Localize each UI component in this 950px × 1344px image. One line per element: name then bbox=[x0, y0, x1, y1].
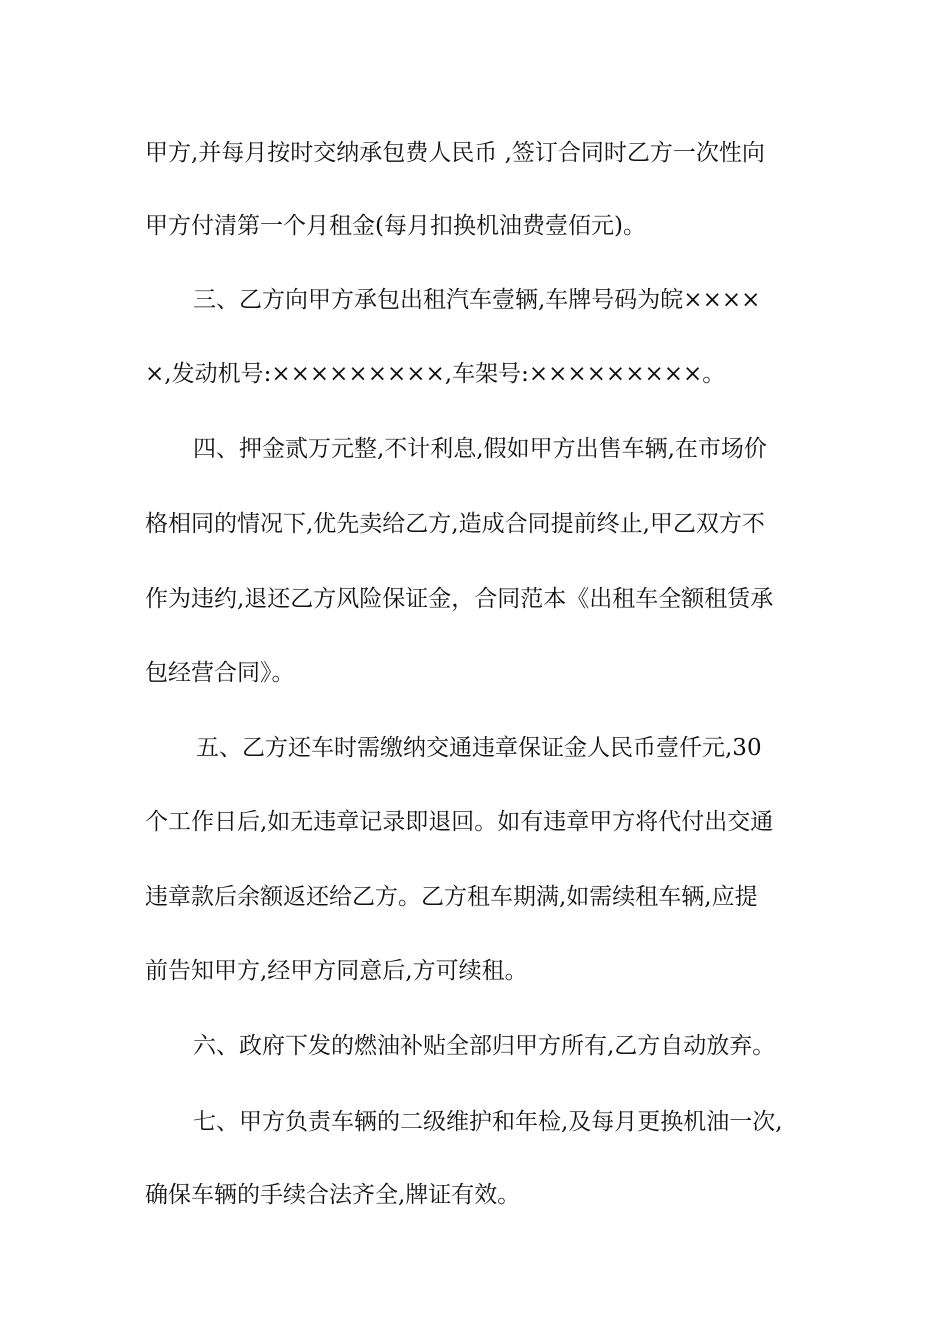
text-line: 个工作日后,如无违章记录即退回。如有违章甲方将代付出交通 bbox=[145, 809, 774, 835]
text-line: ×,发动机号:×××××××××,车架号:×××××××××。 bbox=[145, 361, 726, 387]
text-line: 包经营合同》。 bbox=[145, 660, 295, 686]
clause-3-line: 三、乙方向甲方承包出租汽车壹辆,车牌号码为皖×××× bbox=[193, 287, 761, 313]
text-line: 甲方付清第一个月租金(每月扣换机油费壹佰元)。 bbox=[145, 213, 646, 239]
text-line: 甲方,并每月按时交纳承包费人民币 ,签订合同时乙方一次性向 bbox=[145, 140, 765, 166]
clause-4-line: 四、押金贰万元整,不计利息,假如甲方出售车辆,在市场价 bbox=[193, 436, 767, 462]
text-line: 作为违约,退还乙方风险保证金，合同范本《出租车全额租赁承 bbox=[145, 586, 774, 612]
clause-5-line: 五、乙方还车时需缴纳交通违章保证金人民币壹仟元,30 bbox=[196, 735, 762, 761]
text-line: 确保车辆的手续合法齐全,牌证有效。 bbox=[145, 1182, 521, 1208]
text-line: 格相同的情况下,优先卖给乙方,造成合同提前终止,甲乙双方不 bbox=[145, 511, 765, 537]
text-line: 前告知甲方,经甲方同意后,方可续租。 bbox=[145, 958, 528, 984]
clause-7-line: 七、甲方负责车辆的二级维护和年检,及每月更换机油一次, bbox=[193, 1109, 783, 1135]
clause-6-line: 六、政府下发的燃油补贴全部归甲方所有,乙方自动放弃。 bbox=[193, 1033, 776, 1059]
text-line: 违章款后余额返还给乙方。乙方租车期满,如需续租车辆,应提 bbox=[145, 884, 758, 910]
